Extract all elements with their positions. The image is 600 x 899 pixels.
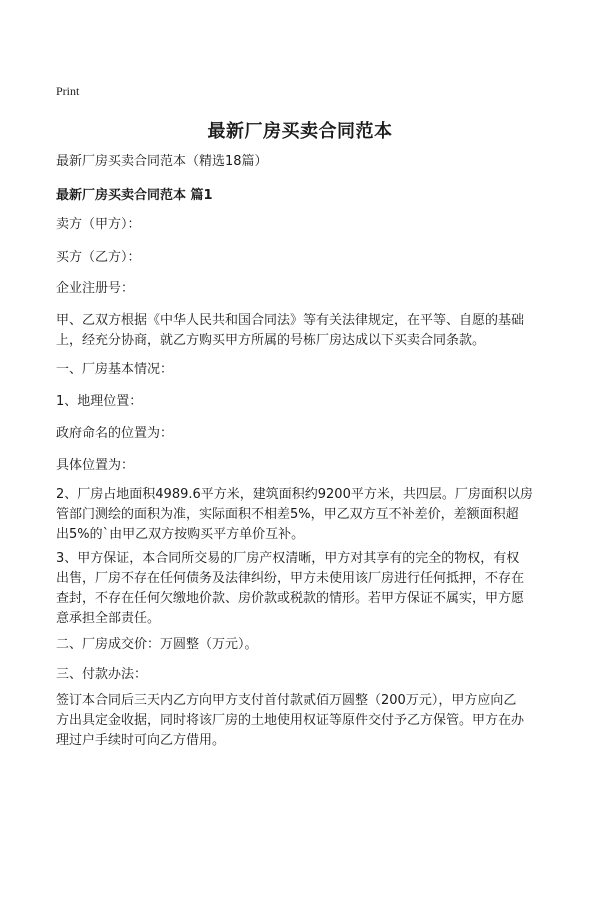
clause-2-line: 管部门测绘的面积为准，实际面积不相差5%，甲乙双方互不补差价，差额面积超 [56, 507, 519, 522]
gov-location-line: 政府命名的位置为： [56, 426, 174, 441]
location-heading: 1、地理位置： [56, 394, 143, 409]
clause-3-line: 查封，不存在任何欠缴地价款、房价款或税款的情形。若甲方保证不属实，甲方愿 [56, 591, 525, 606]
payment-line: 理过户手续时可向乙方借用。 [56, 733, 226, 748]
clause-2-line: 出5%的`由甲乙双方按购买平方单价互补。 [56, 527, 305, 542]
registration-line: 企业注册号： [56, 281, 135, 296]
preamble-line: 甲、乙双方根据《中华人民共和国合同法》等有关法律规定，在平等、自愿的基础 [56, 313, 525, 328]
payment-line: 签订本合同后三天内乙方向甲方支付首付款贰佰万圆整（200万元），甲方应向乙 [56, 693, 517, 708]
payment-line: 方出具定金收据，同时将该厂房的土地使用权证等原件交付予乙方保管。甲方在办 [56, 713, 525, 728]
payment-paragraph [56, 691, 556, 751]
section2-heading: 二、厂房成交价：万圆整（万元）。 [56, 637, 258, 652]
document-subtitle: 最新厂房买卖合同范本（精选18篇） [56, 154, 268, 169]
buyer-line: 买方（乙方）： [56, 250, 141, 265]
print-label: Print [56, 84, 80, 98]
specific-location-line: 具体位置为： [56, 458, 135, 473]
document-title: 最新厂房买卖合同范本 [207, 121, 393, 142]
clause-2-paragraph [56, 485, 556, 545]
section1-heading: 一、厂房基本情况： [56, 362, 174, 377]
clause-3-line: 意承担全部责任。 [56, 611, 161, 626]
clause-2-line: 2、厂房占地面积4989.6平方米，建筑面积约9200平方米，共四层。厂房面积以房 [56, 487, 533, 502]
section-heading: 最新厂房买卖合同范本 篇1 [56, 188, 213, 203]
preamble-paragraph [56, 311, 556, 351]
clause-3-line: 3、甲方保证，本合同所交易的厂房产权清晰，甲方对其享有的完全的物权，有权 [56, 551, 520, 566]
section3-heading: 三、付款办法： [56, 667, 148, 682]
clause-3-line: 出售，厂房不存在任何债务及法律纠纷，甲方未使用该厂房进行任何抵押，不存在 [56, 571, 525, 586]
preamble-line: 上，经充分协商，就乙方购买甲方所属的号栋厂房达成以下买卖合同条款。 [56, 333, 486, 348]
seller-line: 卖方（甲方）： [56, 217, 141, 232]
clause-3-paragraph [56, 549, 556, 629]
